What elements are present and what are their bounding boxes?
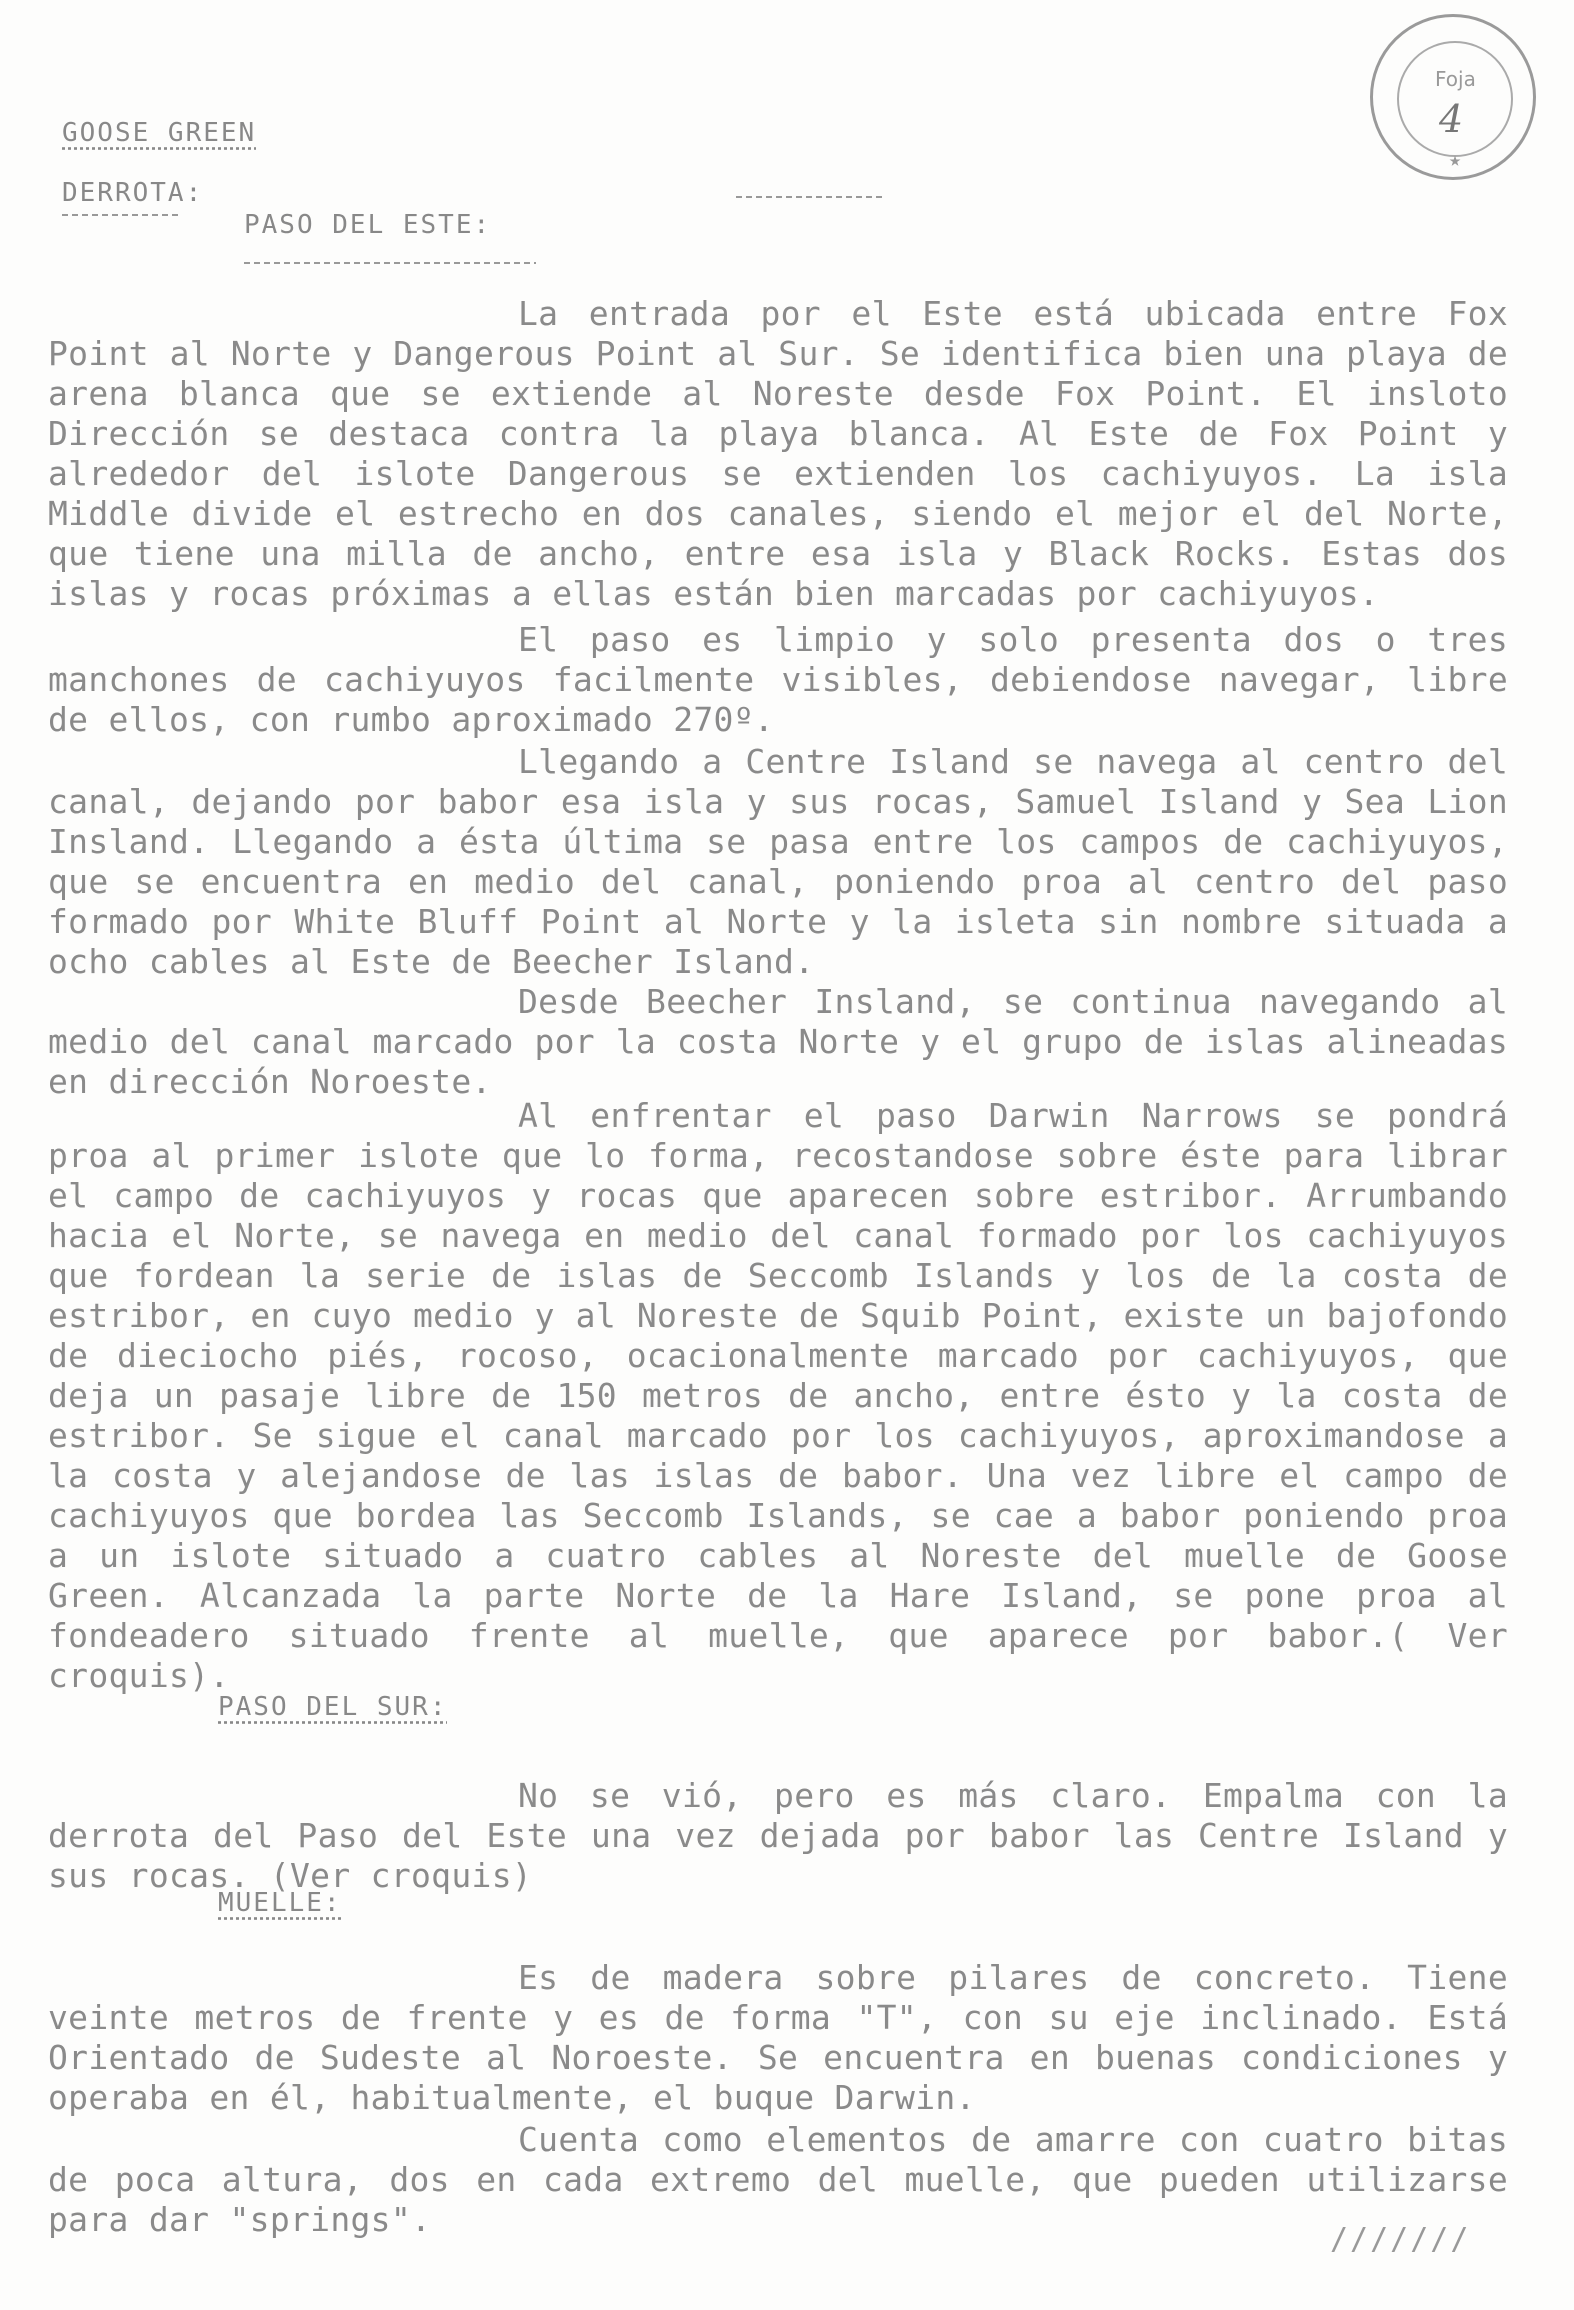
end-marks: /////// [1330,2222,1471,2257]
paragraph-paso-limpio [48,620,1508,740]
paragraph-entrada-text: La entrada por el Este está ubicada entre Fox Point al Norte y Dangerous Point al Sur. Se identifica bien una playa de arena blanca que se extiende al Noreste desde Fox Point. El insloto Dirección se destaca contra la playa blanca. Al Este de Fox Point y alrededor del islote Dangerous se extienden los cachiyuyos. La isla Middle divide el estrecho en dos canales, siendo el mejor el del Norte, que tiene una milla de ancho, entre esa isla y Black Rocks. Estas dos islas y rocas próximas a ellas están bien marcadas por cachiyuyos. [48,294,1508,613]
paragraph-muelle [48,1958,1508,2118]
paragraph-beecher [48,982,1508,1102]
section-underline [62,214,180,216]
archive-stamp [1370,14,1536,180]
paso-sur-heading: PASO DEL SUR: [218,1692,448,1722]
stray-dash [736,196,886,198]
paragraph-amarre-text: Cuenta como elementos de amarre con cuatro bitas de poca altura, dos en cada extremo del muelle, que pueden utilizarse para dar "springs". [48,2120,1508,2239]
stamp-number: 4 [1439,97,1464,141]
stamp-label: Foja [1435,67,1476,91]
paragraph-entrada [48,294,1508,614]
paragraph-paso-sur-text: No se vió, pero es más claro. Empalma con la derrota del Paso del Este una vez dejada por babor las Centre Island y sus rocas. (Ver croquis) [48,1776,1508,1895]
subsection-heading: PASO DEL ESTE: [244,210,492,240]
paragraph-paso-limpio-text: El paso es limpio y solo presenta dos o tres manchones de cachiyuyos facilmente visibles, debiendose navegar, libre de ellos, con rumbo aproximado 270º. [48,620,1508,739]
muelle-heading: MUELLE: [218,1888,342,1918]
section-heading: DERROTA: [62,178,204,208]
paragraph-paso-sur [48,1776,1508,1896]
place-heading: GOOSE GREEN [62,118,257,148]
paragraph-muelle-text: Es de madera sobre pilares de concreto. Tiene veinte metros de frente y es de forma "T", con su eje inclinado. Está Orientado de Sudeste al Noroeste. Se encuentra en buenas condiciones y operaba en él, habitualmente, el buque Darwin. [48,1958,1508,2117]
paragraph-centre-island [48,742,1508,982]
stamp-star-icon: ★ [1449,147,1462,171]
subsection-underline [244,262,536,264]
paragraph-darwin-narrows [48,1096,1508,1696]
paragraph-centre-island-text: Llegando a Centre Island se navega al centro del canal, dejando por babor esa isla y sus rocas, Samuel Island y Sea Lion Insland. Llegando a ésta última se pasa entre los campos de cachiyuyos, que se encuentra en medio del canal, poniendo proa al centro del paso formado por White Bluff Point al Norte y la isleta sin nombre situada a ocho cables al Este de Beecher Island. [48,742,1508,981]
paragraph-beecher-text: Desde Beecher Insland, se continua navegando al medio del canal marcado por la costa Norte y el grupo de islas alineadas en dirección Noroeste. [48,982,1508,1101]
paragraph-darwin-narrows-text: Al enfrentar el paso Darwin Narrows se pondrá proa al primer islote que lo forma, recostandose sobre éste para librar el campo de cachiyuyos y rocas que aparecen sobre estribor. Arrumbando hacia el Norte, se navega en medio del canal formado por los cachiyuyos que fordean la serie de islas de Seccomb Islands y los de la costa de estribor, en cuyo medio y al Noreste de Squib Point, existe un bajofondo de dieciocho piés, rocoso, ocacionalmente marcado por cachiyuyos, que deja un pasaje libre de 150 metros de ancho, entre ésto y la costa de estribor. Se sigue el canal marcado por los cachiyuyos, aproximandose a la costa y alejandose de las islas de babor. Una vez libre el campo de cachiyuyos que bordea las Seccomb Islands, se cae a babor poniendo proa a un islote situado a cuatro cables al Noreste del muelle de Goose Green. Alcanzada la parte Norte de la Hare Island, se pone proa al fondeadero situado frente al muelle, que aparece por babor.( Ver croquis). [48,1096,1508,1695]
paragraph-amarre [48,2120,1508,2240]
